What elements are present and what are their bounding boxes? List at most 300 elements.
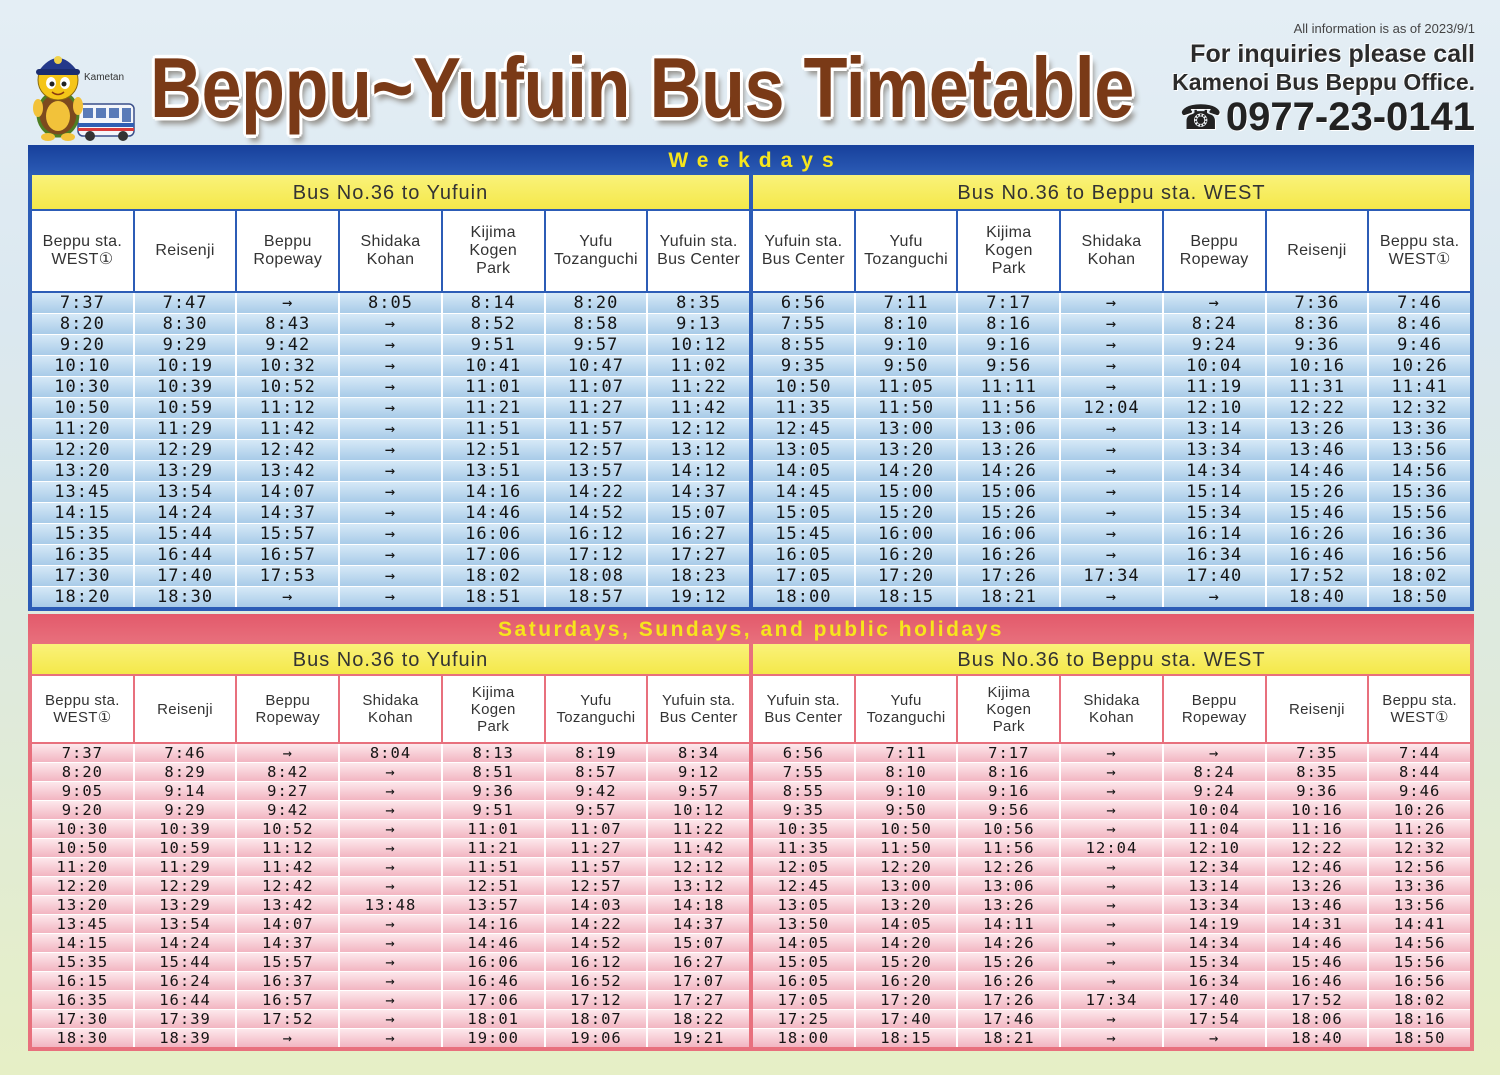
time-cell: 12:29	[135, 440, 236, 460]
time-cell: 13:46	[1267, 440, 1368, 460]
no-stop-arrow: →	[340, 545, 441, 565]
no-stop-arrow: →	[1061, 953, 1162, 971]
time-cell: 18:02	[1369, 566, 1470, 586]
time-cell: 8:35	[1267, 763, 1368, 781]
time-cell: 11:35	[753, 398, 854, 418]
table-body	[32, 744, 749, 1047]
column-header: Reisenji	[1267, 211, 1368, 291]
time-cell: 8:52	[443, 314, 544, 334]
time-cell: 17:06	[443, 991, 544, 1009]
column-header-row	[32, 211, 749, 291]
time-cell: 17:53	[237, 566, 338, 586]
column-header: Yufu Tozanguchi	[546, 676, 647, 742]
time-cell: 17:07	[648, 972, 749, 990]
time-cell: 16:46	[443, 972, 544, 990]
time-cell: 15:05	[753, 503, 854, 523]
time-cell: 18:30	[135, 587, 236, 607]
time-cell: 7:17	[958, 293, 1059, 313]
column-header: Shidaka Kohan	[1061, 676, 1162, 742]
time-cell: 11:42	[237, 419, 338, 439]
no-stop-arrow: →	[340, 782, 441, 800]
time-cell: 14:45	[753, 482, 854, 502]
time-cell: 11:51	[443, 858, 544, 876]
time-cell: 9:16	[958, 335, 1059, 355]
inquiry-text: For inquiries please call	[1190, 40, 1475, 68]
time-cell: 9:56	[958, 801, 1059, 819]
time-cell: 9:05	[32, 782, 133, 800]
time-cell: 8:24	[1164, 314, 1265, 334]
time-cell: 8:16	[958, 314, 1059, 334]
time-cell: 11:12	[237, 398, 338, 418]
time-cell: 13:20	[856, 440, 957, 460]
column-header: Yufuin sta. Bus Center	[648, 211, 749, 291]
time-cell: 11:20	[32, 419, 133, 439]
column-header: Reisenji	[135, 676, 236, 742]
no-stop-arrow: →	[340, 482, 441, 502]
time-cell: 13:26	[958, 896, 1059, 914]
time-cell: 13:46	[1267, 896, 1368, 914]
time-cell: 17:20	[856, 991, 957, 1009]
time-cell: 18:50	[1369, 587, 1470, 607]
time-cell: 17:25	[753, 1010, 854, 1028]
time-cell: 15:34	[1164, 503, 1265, 523]
no-stop-arrow: →	[340, 356, 441, 376]
time-cell: 9:24	[1164, 335, 1265, 355]
time-cell: 18:00	[753, 587, 854, 607]
no-stop-arrow: →	[340, 503, 441, 523]
time-cell: 13:14	[1164, 877, 1265, 895]
time-cell: 17:40	[856, 1010, 957, 1028]
time-cell: 7:55	[753, 314, 854, 334]
table-row	[753, 461, 1470, 481]
column-header: Beppu Ropeway	[237, 676, 338, 742]
weekdays-section	[28, 145, 1474, 611]
no-stop-arrow: →	[237, 1029, 338, 1047]
no-stop-arrow: →	[1061, 858, 1162, 876]
table-row	[753, 744, 1470, 762]
time-cell: 9:10	[856, 335, 957, 355]
time-cell: 14:15	[32, 934, 133, 952]
time-cell: 12:45	[753, 877, 854, 895]
time-cell: 15:20	[856, 503, 957, 523]
time-cell: 12:57	[546, 877, 647, 895]
no-stop-arrow: →	[340, 877, 441, 895]
time-cell: 16:57	[237, 991, 338, 1009]
no-stop-arrow: →	[237, 744, 338, 762]
time-cell: 15:36	[1369, 482, 1470, 502]
time-cell: 15:00	[856, 482, 957, 502]
no-stop-arrow: →	[340, 524, 441, 544]
time-cell: 12:51	[443, 877, 544, 895]
time-cell: 14:18	[648, 896, 749, 914]
time-cell: 10:50	[856, 820, 957, 838]
time-cell: 8:36	[1267, 314, 1368, 334]
no-stop-arrow: →	[340, 314, 441, 334]
time-cell: 13:56	[1369, 440, 1470, 460]
table-row	[32, 991, 749, 1009]
time-cell: 8:20	[32, 763, 133, 781]
table-body	[753, 293, 1470, 607]
no-stop-arrow: →	[1061, 503, 1162, 523]
office-name: Kamenoi Bus Beppu Office.	[1172, 69, 1475, 95]
time-cell: 9:57	[546, 801, 647, 819]
time-cell: 8:34	[648, 744, 749, 762]
no-stop-arrow: →	[340, 991, 441, 1009]
time-cell: 13:54	[135, 482, 236, 502]
no-stop-arrow: →	[1061, 915, 1162, 933]
time-cell: 15:57	[237, 524, 338, 544]
time-cell: 10:26	[1369, 801, 1470, 819]
time-cell: 10:26	[1369, 356, 1470, 376]
time-cell: 14:22	[546, 482, 647, 502]
time-cell: 12:42	[237, 440, 338, 460]
time-cell: 17:40	[1164, 991, 1265, 1009]
time-cell: 9:42	[546, 782, 647, 800]
time-cell: 18:57	[546, 587, 647, 607]
time-cell: 10:10	[32, 356, 133, 376]
time-cell: 16:26	[958, 972, 1059, 990]
no-stop-arrow: →	[1164, 587, 1265, 607]
no-stop-arrow: →	[1061, 934, 1162, 952]
time-cell: 9:36	[443, 782, 544, 800]
time-cell: 8:19	[546, 744, 647, 762]
time-cell: 8:51	[443, 763, 544, 781]
no-stop-arrow: →	[1061, 461, 1162, 481]
column-header: Kijima Kogen Park	[958, 211, 1059, 291]
time-cell: 18:20	[32, 587, 133, 607]
time-cell: 11:50	[856, 398, 957, 418]
no-stop-arrow: →	[1061, 314, 1162, 334]
no-stop-arrow: →	[340, 461, 441, 481]
time-cell: 9:46	[1369, 782, 1470, 800]
time-cell: 10:50	[32, 398, 133, 418]
time-cell: 9:46	[1369, 335, 1470, 355]
time-cell: 11:11	[958, 377, 1059, 397]
table-body	[753, 744, 1470, 1047]
time-cell: 17:40	[135, 566, 236, 586]
time-cell: 11:22	[648, 820, 749, 838]
time-cell: 11:21	[443, 398, 544, 418]
holidays-title: Saturdays, Sundays, and public holidays	[28, 614, 1474, 644]
table-row	[753, 972, 1470, 990]
time-cell: 13:57	[443, 896, 544, 914]
time-cell: 9:57	[648, 782, 749, 800]
time-cell: 9:14	[135, 782, 236, 800]
time-cell: 11:12	[237, 839, 338, 857]
time-cell: 9:10	[856, 782, 957, 800]
table-row	[753, 440, 1470, 460]
no-stop-arrow: →	[1061, 356, 1162, 376]
time-cell: 17:06	[443, 545, 544, 565]
column-header: Yufuin sta. Bus Center	[753, 676, 854, 742]
time-cell: 7:46	[1369, 293, 1470, 313]
time-cell: 10:30	[32, 820, 133, 838]
column-header: Beppu sta. WEST①	[32, 211, 133, 291]
holidays-tables	[28, 644, 1474, 1051]
column-header: Beppu sta. WEST①	[1369, 676, 1470, 742]
time-cell: 13:26	[1267, 419, 1368, 439]
no-stop-arrow: →	[340, 953, 441, 971]
table-row	[753, 314, 1470, 334]
time-cell: 16:24	[135, 972, 236, 990]
time-cell: 17:26	[958, 991, 1059, 1009]
time-cell: 7:17	[958, 744, 1059, 762]
time-cell: 12:22	[1267, 839, 1368, 857]
time-cell: 13:36	[1369, 419, 1470, 439]
time-cell: 17:54	[1164, 1010, 1265, 1028]
table-row	[753, 398, 1470, 418]
table-row	[32, 293, 749, 313]
time-cell: 18:06	[1267, 1010, 1368, 1028]
time-cell: 18:23	[648, 566, 749, 586]
table-row	[32, 524, 749, 544]
time-cell: 9:35	[753, 356, 854, 376]
time-cell: 8:46	[1369, 314, 1470, 334]
time-cell: 10:39	[135, 377, 236, 397]
time-cell: 10:59	[135, 398, 236, 418]
time-cell: 16:27	[648, 524, 749, 544]
time-cell: 19:12	[648, 587, 749, 607]
column-header: Kijima Kogen Park	[443, 676, 544, 742]
time-cell: 9:50	[856, 801, 957, 819]
time-cell: 17:52	[1267, 566, 1368, 586]
time-cell: 14:20	[856, 461, 957, 481]
time-cell: 11:07	[546, 377, 647, 397]
time-cell: 13:57	[546, 461, 647, 481]
time-cell: 17:12	[546, 991, 647, 1009]
column-header: Yufuin sta. Bus Center	[753, 211, 854, 291]
no-stop-arrow: →	[1061, 877, 1162, 895]
time-cell: 10:39	[135, 820, 236, 838]
table-row	[753, 377, 1470, 397]
time-cell: 15:26	[1267, 482, 1368, 502]
time-cell: 17:40	[1164, 566, 1265, 586]
time-cell: 8:05	[340, 293, 441, 313]
column-header: Beppu Ropeway	[1164, 211, 1265, 291]
no-stop-arrow: →	[1164, 744, 1265, 762]
time-cell: 11:02	[648, 356, 749, 376]
time-cell: 10:04	[1164, 801, 1265, 819]
column-header: Kijima Kogen Park	[443, 211, 544, 291]
no-stop-arrow: →	[1164, 293, 1265, 313]
time-cell: 13:42	[237, 461, 338, 481]
time-cell: 15:57	[237, 953, 338, 971]
time-cell: 7:44	[1369, 744, 1470, 762]
time-cell: 14:56	[1369, 461, 1470, 481]
time-cell: 9:24	[1164, 782, 1265, 800]
column-header: Shidaka Kohan	[340, 211, 441, 291]
time-cell: 12:45	[753, 419, 854, 439]
time-cell: 11:51	[443, 419, 544, 439]
no-stop-arrow: →	[340, 972, 441, 990]
time-cell: 16:26	[958, 545, 1059, 565]
table-row	[32, 744, 749, 762]
column-header: Shidaka Kohan	[340, 676, 441, 742]
no-stop-arrow: →	[1061, 524, 1162, 544]
time-cell: 14:05	[753, 461, 854, 481]
time-cell: 18:40	[1267, 587, 1368, 607]
time-cell: 15:05	[753, 953, 854, 971]
time-cell: 7:36	[1267, 293, 1368, 313]
time-cell: 9:50	[856, 356, 957, 376]
time-cell: 7:11	[856, 744, 957, 762]
time-cell: 17:26	[958, 566, 1059, 586]
no-stop-arrow: →	[340, 440, 441, 460]
time-cell: 8:04	[340, 744, 441, 762]
time-cell: 8:13	[443, 744, 544, 762]
time-cell: 18:21	[958, 587, 1059, 607]
table-row	[32, 440, 749, 460]
time-cell: 7:37	[32, 744, 133, 762]
time-cell: 10:12	[648, 801, 749, 819]
time-cell: 11:21	[443, 839, 544, 857]
time-cell: 14:22	[546, 915, 647, 933]
time-cell: 11:41	[1369, 377, 1470, 397]
time-cell: 14:34	[1164, 461, 1265, 481]
table-row	[32, 503, 749, 523]
time-cell: 10:30	[32, 377, 133, 397]
time-cell: 12:05	[753, 858, 854, 876]
time-cell: 16:05	[753, 972, 854, 990]
time-cell: 12:57	[546, 440, 647, 460]
time-cell: 9:20	[32, 335, 133, 355]
time-cell: 8:10	[856, 314, 957, 334]
time-cell: 9:27	[237, 782, 338, 800]
time-cell: 11:05	[856, 377, 957, 397]
time-cell: 13:34	[1164, 896, 1265, 914]
no-stop-arrow: →	[237, 293, 338, 313]
time-cell: 16:56	[1369, 545, 1470, 565]
time-cell: 15:14	[1164, 482, 1265, 502]
time-cell: 10:52	[237, 377, 338, 397]
time-cell: 13:26	[958, 440, 1059, 460]
time-cell: 17:52	[237, 1010, 338, 1028]
time-cell: 12:04	[1061, 839, 1162, 857]
time-cell: 8:57	[546, 763, 647, 781]
time-cell: 9:56	[958, 356, 1059, 376]
bus-icon	[78, 104, 134, 141]
time-cell: 16:20	[856, 545, 957, 565]
time-cell: 16:35	[32, 545, 133, 565]
time-cell: 8:10	[856, 763, 957, 781]
time-cell: 11:01	[443, 377, 544, 397]
table-row	[753, 545, 1470, 565]
time-cell: 14:03	[546, 896, 647, 914]
table-row	[753, 1029, 1470, 1047]
time-cell: 14:34	[1164, 934, 1265, 952]
time-cell: 12:12	[648, 858, 749, 876]
time-cell: 8:35	[648, 293, 749, 313]
no-stop-arrow: →	[1061, 782, 1162, 800]
time-cell: 16:34	[1164, 545, 1265, 565]
time-cell: 14:52	[546, 934, 647, 952]
table-row	[32, 419, 749, 439]
time-cell: 12:12	[648, 419, 749, 439]
no-stop-arrow: →	[1061, 896, 1162, 914]
time-cell: 16:36	[1369, 524, 1470, 544]
time-cell: 18:22	[648, 1010, 749, 1028]
time-cell: 14:37	[237, 934, 338, 952]
time-cell: 14:46	[1267, 461, 1368, 481]
time-cell: 15:35	[32, 524, 133, 544]
column-header: Kijima Kogen Park	[958, 676, 1059, 742]
time-cell: 14:26	[958, 461, 1059, 481]
time-cell: 17:30	[32, 566, 133, 586]
time-cell: 10:50	[753, 377, 854, 397]
column-header: Beppu Ropeway	[237, 211, 338, 291]
time-cell: 16:15	[32, 972, 133, 990]
table-title: Bus No.36 to Beppu sta. WEST	[753, 175, 1470, 209]
time-cell: 11:19	[1164, 377, 1265, 397]
time-cell: 11:26	[1369, 820, 1470, 838]
table-row	[32, 896, 749, 914]
time-cell: 18:40	[1267, 1029, 1368, 1047]
no-stop-arrow: →	[1061, 972, 1162, 990]
no-stop-arrow: →	[340, 377, 441, 397]
time-cell: 14:56	[1369, 934, 1470, 952]
no-stop-arrow: →	[237, 587, 338, 607]
no-stop-arrow: →	[1164, 1029, 1265, 1047]
no-stop-arrow: →	[1061, 1029, 1162, 1047]
time-cell: 10:04	[1164, 356, 1265, 376]
time-cell: 12:46	[1267, 858, 1368, 876]
table-title: Bus No.36 to Beppu sta. WEST	[753, 644, 1470, 674]
time-cell: 13:34	[1164, 440, 1265, 460]
table-row	[32, 314, 749, 334]
time-cell: 11:57	[546, 858, 647, 876]
time-cell: 13:05	[753, 440, 854, 460]
column-header: Yufu Tozanguchi	[856, 211, 957, 291]
time-cell: 14:26	[958, 934, 1059, 952]
table-row	[32, 1029, 749, 1047]
time-cell: 16:06	[443, 524, 544, 544]
table-row	[753, 482, 1470, 502]
column-header: Beppu Ropeway	[1164, 676, 1265, 742]
time-cell: 11:01	[443, 820, 544, 838]
time-cell: 14:24	[135, 503, 236, 523]
time-cell: 17:27	[648, 545, 749, 565]
time-cell: 14:24	[135, 934, 236, 952]
time-cell: 9:42	[237, 335, 338, 355]
time-cell: 15:35	[32, 953, 133, 971]
time-cell: 11:29	[135, 858, 236, 876]
time-cell: 10:47	[546, 356, 647, 376]
no-stop-arrow: →	[1061, 545, 1162, 565]
page-title: Beppu~Yufuin Bus Timetable	[150, 41, 1134, 136]
table-row	[32, 972, 749, 990]
time-cell: 8:30	[135, 314, 236, 334]
time-cell: 18:02	[1369, 991, 1470, 1009]
kametan-turtle-mascot-icon	[28, 42, 138, 142]
time-cell: 16:56	[1369, 972, 1470, 990]
time-cell: 13:00	[856, 877, 957, 895]
time-cell: 18:01	[443, 1010, 544, 1028]
time-cell: 14:05	[753, 934, 854, 952]
time-cell: 8:55	[753, 335, 854, 355]
table-row	[32, 377, 749, 397]
table-row	[32, 915, 749, 933]
table-row	[32, 801, 749, 819]
time-cell: 18:51	[443, 587, 544, 607]
time-cell: 12:20	[32, 440, 133, 460]
time-cell: 13:56	[1369, 896, 1470, 914]
column-header: Yufu Tozanguchi	[856, 676, 957, 742]
table-row	[32, 953, 749, 971]
time-cell: 12:20	[856, 858, 957, 876]
time-cell: 14:37	[648, 482, 749, 502]
time-cell: 15:46	[1267, 503, 1368, 523]
no-stop-arrow: →	[340, 1010, 441, 1028]
